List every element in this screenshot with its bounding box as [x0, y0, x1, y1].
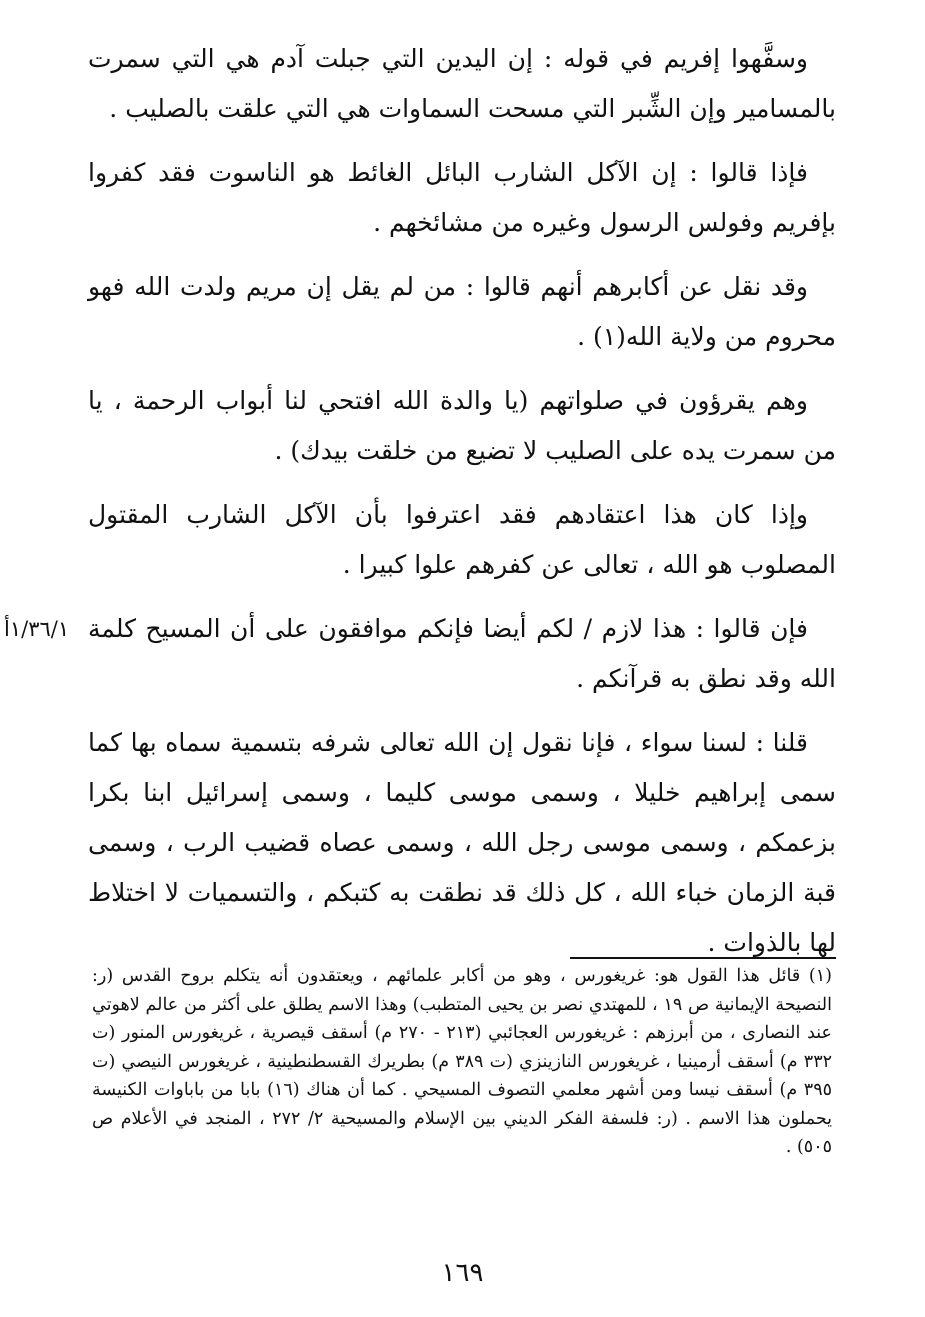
- footnotes-section: [92, 962, 832, 1162]
- paragraph-4: وهم يقرؤون في صلواتهم (يا والدة الله افتحي لنا أبواب الرحمة ، يا من سمرت يده على الصليب لا تضيع من خلقت بيدك) .: [88, 386, 836, 465]
- paragraph-7: قلنا : لسنا سواء ، فإنا نقول إن الله تعالى شرفه بتسمية سماه بها كما سمى إبراهيم خليلا ، وسمى موسى كليما ، وسمى إسرائيل ابنا بكرا بزعمكم ، وسمى موسى رجل الله ، وسمى عصاه قضيب الرب ، وسمى قبة الزمان خباء الله ، كل ذلك قد نطقت به كتبكم ، والتسميات لا اختلاط لها بالذوات .: [88, 728, 836, 957]
- paragraph-5: وإذا كان هذا اعتقادهم فقد اعترفوا بأن الآكل الشارب المقتول المصلوب هو الله ، تعالى عن كفرهم علوا كبيرا .: [88, 500, 836, 579]
- paragraph-6: فإن قالوا : هذا لازم / لكم أيضا فإنكم موافقون على أن المسيح كلمة الله وقد نطق به قرآنكم .: [88, 614, 836, 693]
- footnote-divider: [570, 957, 836, 959]
- paragraph-1: وسفَّهوا إفريم في قوله : إن اليدين التي جبلت آدم هي التي سمرت بالمسامير وإن الشِّبر التي مسحت السماوات هي التي علقت بالصليب .: [88, 44, 836, 123]
- manuscript-folio-note: ١/٣٦/١أ: [4, 617, 70, 641]
- footnote-1: (١) قائل هذا القول هو: غريغورس ، وهو من أكابر علمائهم ، ويعتقدون أنه يتكلم بروح القدس (ر: النصيحة الإيمانية ص ١٩ ، للمهتدي نصر بن يحيى المتطبب) وهذا الاسم يطلق على أكثر من عالم لاهوتي عند النصارى ، من أبرزهم : غريغورس العجائبي (٢١٣ - ٢٧٠ م) أسقف قيصرية ، غريغورس المنور (ت ٣٣٢ م) أسقف أرمينيا ، غريغورس النازينزي (ت ٣٨٩ م) بطريرك القسطنطينية ، غريغورس النيصي (ت ٣٩٥ م) أسقف نيسا ومن أشهر معلمي التصوف المسيحي . كما أن هناك (١٦) بابا من باباوات الكنيسة يحملون هذا الاسم . (ر: فلسفة الفكر الديني بين الإسلام والمسيحية ٢/ ٢٧٢ ، المنجد في الأعلام ص ٥٠٥) .: [92, 966, 832, 1157]
- paragraph-2: فإذا قالوا : إن الآكل الشارب البائل الغائط هو الناسوت فقد كفروا بإفريم وفولس الرسول وغيره من مشائخهم .: [88, 158, 836, 237]
- page-number: ١٦٩: [441, 1258, 484, 1288]
- paragraph-3: وقد نقل عن أكابرهم أنهم قالوا : من لم يقل إن مريم ولدت الله فهو محروم من ولاية الله(١) .: [88, 272, 836, 351]
- main-text-body: [88, 34, 836, 968]
